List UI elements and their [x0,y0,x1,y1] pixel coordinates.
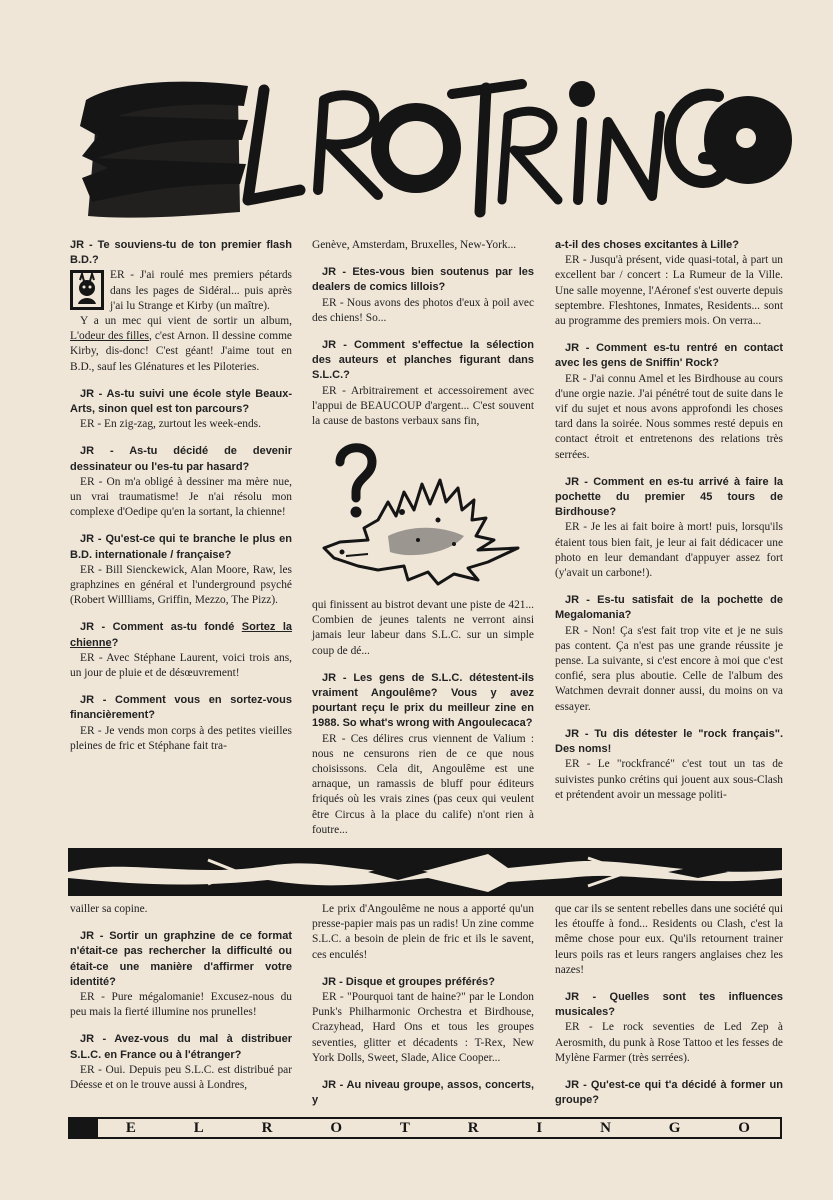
footer-letter: R [261,1119,275,1136]
answer: ER - Arbitrairement et accessoirement avec l'appui de BEAUCOUP d'argent... C'est souvent la cause de bastons verbaux sans fin, [312,384,534,428]
column-3-bottom [555,902,783,1108]
answer: ER - Pure mégalomanie! Excusez-nous du peu mais la fierté illumine nos prunelles! [70,991,292,1019]
column-2-middle [312,598,534,838]
el-rotringo-logo [78,60,794,235]
answer: ER - Le "rockfrancé" c'est tout un tas de suivistes punko crétins qui jouent aux sous-Clash et prétendent avoir un message politi- [555,758,783,801]
question: JR - Te souviens-tu de ton premier flash B.D.? [70,239,292,267]
footer-title-bar [68,1117,782,1139]
footer-letter: T [399,1119,412,1136]
text: Y a un mec qui vient de sortir un album, [80,315,292,328]
album-title-link: L'odeur des filles [70,330,149,343]
footer-letters [98,1120,780,1137]
answer: ER - Nous avons des photos d'eux à poil avec des chiens! So... [312,296,534,324]
answer: ER - J'ai connu Amel et les Birdhouse au cours d'une orgie nazie. J'ai pénétré tout de suite dans le vif du sujet et nous avons approfondi les choses tard dans la soirée. Nous sommes resté depuis en contact étroit et entretenons des relations très serrées. [555,372,783,461]
footer-block [70,1119,98,1137]
question: JR - Comment vous en sortez-vous financièrement? [70,694,292,722]
question: JR - Sortir un graphzine de ce format n'était-ce pas rechercher la difficulté ou était-ce une manière d'affirmer votre identité? [70,930,292,988]
column-1-top [70,238,292,754]
answer-text: ER - J'ai roulé mes premiers pétards dans les pages de Sidéral... puis après j'ai lu Strange et Kirby (un maître). [110,269,292,312]
answer: ER - Oui. Depuis peu S.L.C. est distribué par Déesse et on le trouve aussi à Londres, [70,1063,292,1092]
answer-continued: Le prix d'Angoulême ne nous a apporté qu'un presse-papier mais pas un radis! Un zine comme S.L.C. a besoin de plein de fric et ils le savent, ces enculés! [312,903,534,961]
question: JR - Etes-vous bien soutenus par les dealers de comics lillois? [312,266,534,294]
question-mark-icon [340,448,372,518]
answer [70,268,292,314]
decorative-banner [68,848,782,896]
question: JR - As-tu décidé de devenir dessinateur ou l'es-tu par hasard? [70,445,292,473]
column-2-top [312,238,534,429]
footer-letter: I [536,1119,545,1136]
question: JR - Avez-vous du mal à distribuer S.L.C. en France ou à l'étranger? [70,1033,292,1061]
column-3-top [555,238,783,803]
question: JR - Tu dis détester le "rock français". Des noms! [555,727,783,756]
answer: ER - Jusqu'à présent, vide quasi-total, à part un excellent bar / concert : La Rumeur de la Ville. Une salle moyenne, l'Aéronef s'est ouverte depuis septembre. Fleshtones, Inmates, Residents... sont au programme des premiers mois. On verra... [555,254,783,328]
question: JR - As-tu suivi une école style Beaux-Arts, sinon quel est ton parcours? [70,387,292,416]
answer: ER - "Pourquoi tant de haine?" par le London Punk's Philharmonic Orchestra et Birdhouse, Crazyhead, Hard Ons et tous les groupes seventies, glitter et décadents : T-Rex, New York Dolls, Sweet, Slade, Alice Cooper... [312,991,534,1064]
answer: ER - Bill Sienckewick, Alan Moore, Raw, les graphzines en général et l'underground psyché (Robert Willliams, Griffin, Mezzo, The Pizz). [70,563,292,607]
column-1-bottom [70,902,292,1093]
question: JR - Les gens de S.L.C. détestent-ils vraiment Angoulême? Vous y avez pourtant reçu le prix du meilleur zine en 1988. So what's wrong with Angoulecaca? [312,671,534,730]
answer-continued [70,314,292,375]
text: , c'est Arnon. Il dessine comme Kirby, dis-donc! C'est géant! J'aime tout en B.D., sauf les Glénatures et les Piloteries. [70,330,292,373]
answer: ER - Le rock seventies de Led Zep à Aerosmith, du punk à Rose Tattoo et les fesses de Mylène Farmer (très serrées). [555,1021,783,1064]
question: JR - Comment s'effectue la sélection des auteurs et planches figurant dans S.L.C.? [312,339,534,382]
footer-letter: L [193,1119,206,1136]
answer: ER - Avec Stéphane Laurent, voici trois ans, un jour de pluie et de désœuvrement! [70,651,292,680]
footer-letter: O [738,1119,752,1136]
answer: ER - Je les ai fait boire à mort! puis, lorsqu'ils étaient tous bien fait, je leur ai fait dédicacer une photo en leur demandant d'appuyer assez fort (y'avait un carbone!). [555,521,783,580]
footer-letter: O [330,1119,344,1136]
question-continued: a-t-il des choses excitantes à Lille? [555,239,740,251]
footer-letter: N [600,1119,613,1136]
footer-letter: E [125,1119,138,1136]
answer: ER - Non! Ça s'est fait trop vite et je ne suis pas content. Ça n'est pas une grande réussite je pense. La suivante, si c'est encore à moi que c'est confié, sera plus aboutie. Celle de l'album des Watchmen devrait donner aussi, du moins on va essayer. [555,624,783,713]
text: ? [111,636,119,649]
question: JR - Comment en es-tu arrivé à faire la pochette du premier 45 tours de Birdhouse? [555,475,783,519]
question: JR - Qu'est-ce qui t'a décidé à former un groupe? [555,1079,783,1107]
devil-avatar-icon [70,270,104,310]
question: JR - Disque et groupes préférés? [322,975,495,988]
answer: ER - Je vends mon corps à des petites vieilles pleines de fric et Stéphane fait tra- [70,724,292,752]
answer: ER - En zig-zag, zurtout les week-ends. [80,418,261,431]
footer-letter: G [668,1119,683,1136]
text: JR - Comment as-tu fondé [80,621,242,634]
question [70,620,292,650]
question: JR - Es-tu satisfait de la pochette de Megalomania? [555,594,783,622]
question: JR - Au niveau groupe, assos, concerts, y [312,1079,534,1107]
zine-title: Sortez la chienne [70,621,292,649]
continued-text: qui finissent au bistrot devant une piste de 421... Combien de jeunes talents ne verront ainsi jamais leur labeur dans S.L.C. sur un simple coup de dé... [312,599,534,657]
column-2-bottom [312,902,534,1108]
continued-text: Genève, Amsterdam, Bruxelles, New-York... [312,239,517,251]
question: JR - Comment es-tu rentré en contact avec les gens de Sniffin' Rock? [555,342,783,370]
answer: ER - On m'a obligé à dessiner ma mère nue, un vrai traumatisme! Je n'ai résolu mon complexe d'Oedipe qu'en la sortant, la chienne! [70,475,292,519]
footer-letter: R [467,1119,481,1136]
answer: ER - Ces délires crus viennent de Valium : nous ne censurons rien de ce que nous choisissons. Cela dit, Angoulême est une arnaque, un ramassis de bluff pour éditeurs friqués où les vrais zines (pas ceux qui veulent être Circus à la place du calife) n'ont rien à foutre... [312,732,534,836]
continued-text: vailler sa copine. [70,903,148,915]
continued-text: que car ils se sentent rebelles dans une société qui les étouffe à fond... Residents ou Clash, c'est la même chose pour eux. Qu'ils retournent trainer leurs poils ras et leurs rangers anglaises chez les nazes! [555,903,783,976]
question: JR - Quelles sont tes influences musicales? [555,991,783,1019]
creature-illustration [318,440,528,595]
question: JR - Qu'est-ce qui te branche le plus en B.D. internationale / française? [70,533,292,561]
